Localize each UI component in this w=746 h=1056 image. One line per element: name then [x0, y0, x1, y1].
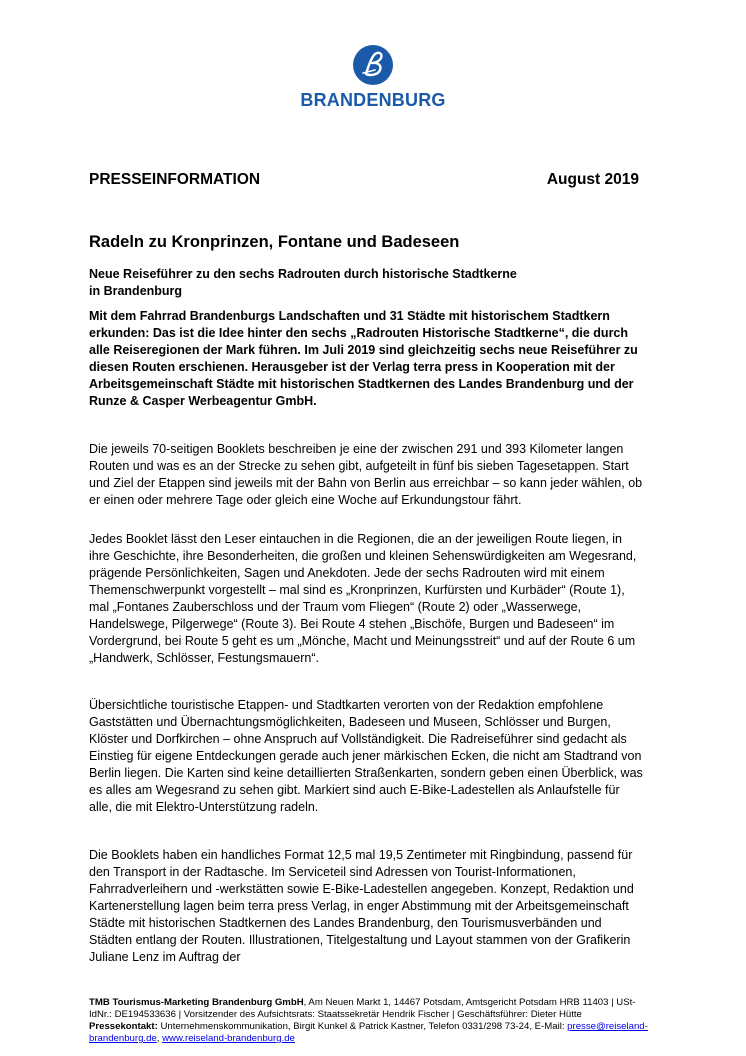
press-date: August 2019	[546, 171, 639, 188]
brandenburg-logo	[0, 44, 746, 111]
article-lead: Mit dem Fahrrad Brandenburgs Landschaften und 31 Städte mit historischem Stadtkern erkunden: Das ist die Idee hinter den sechs „Radrouten Historische Stadtkerne“, die durch alle Reiseregionen der Mark führen. Im Juli 2019 sind gleichzeitig sechs neue Reiseführer zu diesen Routen erschienen. Herausgeber ist der Verlag terra press in Kooperation mit der Arbeitsgemeinschaft Städte mit historischen Stadtkernen des Landes Brandenburg und der Runze & Casper Werbeagentur GmbH.	[89, 309, 638, 408]
press-header	[89, 171, 639, 189]
footer-contact-label: Pressekontakt:	[89, 1021, 158, 1032]
body-paragraph	[89, 697, 644, 816]
body-paragraph	[89, 441, 644, 509]
paragraph-text: Die jeweils 70-seitigen Booklets beschreiben je eine der zwischen 291 und 393 Kilometer langen Routen und was es an der Strecke zu sehen gibt, aufgeteilt in fünf bis sieben Tagesetappen. Start und Ziel der Etappen sind jeweils mit der Bahn von Berlin aus erreichbar – so kann jeder wählen, ob er einen oder mehrere Tage oder gleich eine Woche auf Erkundungstour fährt.	[89, 442, 643, 507]
paragraph-text: Die Booklets haben ein handliches Format 12,5 mal 19,5 Zentimeter mit Ringbindung, passend für den Transport in der Radtasche. Im Serviceteil sind Adressen von Tourist-Informationen, Fahrradverleihern und -werkstätten sowie E-Bike-Ladestellen angegeben. Konzept, Redaktion und Kartenerstellung lagen beim terra press Verlag, in enger Abstimmung mit der Arbeitsgemeinschaft Städte mit historischen Stadtkernen des Landes Brandenburg, den Tourismusverbänden und Städten entlang der Routen. Illustrationen, Titelgestaltung und Layout stammen von der Grafikerin Juliane Lenz im Auftrag der	[89, 848, 634, 964]
footer-contact: Unternehmenskommunikation, Birgit Kunkel & Patrick Kastner, Telefon 0331/298 73-24, E-Mail:	[157, 1021, 568, 1032]
brandenburg-emblem-icon	[352, 44, 394, 86]
article-subtitle: Neue Reiseführer zu den sechs Radrouten durch historische Stadtkerne in Brandenburg	[89, 267, 517, 298]
body-paragraph	[89, 531, 644, 667]
press-label: PRESSEINFORMATION	[89, 171, 261, 188]
paragraph-text: Übersichtliche touristische Etappen- und Stadtkarten verorten von der Redaktion empfohlene Gaststätten und Übernachtungsmöglichkeiten, Badeseen und Museen, Schlösser und Burgen, Klöster und Dorfkirchen – ohne Anspruch auf Vollständigkeit. Die Radreiseführer sind gedacht als Einstieg für eigene Entdeckungen gerade auch jener märkischen Ecken, die nicht am Stadtrand von Berlin liegen. Die Karten sind keine detaillierten Straßenkarten, sondern geben einen Überblick, was es alles am Wegesrand zu sehen gibt. Markiert sind auch E-Bike-Ladestellen als Anlaufstelle für alle, die mit Elektro-Unterstützung radeln.	[89, 698, 643, 814]
body-paragraph	[89, 847, 644, 966]
footer-company: TMB Tourismus-Marketing Brandenburg GmbH	[89, 997, 304, 1008]
footer-email-link[interactable]: presse@reiseland-brandenburg.de	[89, 1021, 648, 1044]
logo-wordmark: BRANDENBURG	[300, 90, 446, 110]
page-footer	[89, 997, 649, 1045]
article-title: Radeln zu Kronprinzen, Fontane und Badeseen	[89, 233, 460, 251]
footer-website-link[interactable]: www.reiseland-brandenburg.de	[162, 1033, 295, 1044]
paragraph-text: Jedes Booklet lässt den Leser eintauchen in die Regionen, die an der jeweiligen Route liegen, in ihre Geschichte, ihre Besonderheiten, die großen und kleinen Sehenswürdigkeiten am Wegesrand, prägende Persönlichkeiten, Sagen und Anekdoten. Jede der sechs Radrouten wird mit einem Themenschwerpunkt vorgestellt – mal sind es „Kronprinzen, Kurfürsten und Kurbäder“ (Route 1), mal „Fontanes Zauberschloss und der Traum vom Fliegen“ (Route 2) oder „Wasserwege, Handelswege, Pilgerwege“ (Route 3). Bei Route 4 stehen „Bischöfe, Burgen und Badeseen“ im Vordergrund, bei Route 5 geht es um „Mönche, Macht und Meinungsstreit“ und auf der Route 6 um „Handwerk, Schlösser, Festungsmauern“.	[89, 532, 637, 665]
footer-address: , Am Neuen Markt 1, 14467 Potsdam, Amtsgericht Potsdam HRB 11403 | USt-IdNr.: DE194533636 | Vorsitzender des Aufsichtsrats: Staatssekretär Hendrik Fischer | Geschäftsführer: Dieter Hütte	[89, 997, 636, 1020]
footer-separator: ,	[156, 1033, 163, 1044]
